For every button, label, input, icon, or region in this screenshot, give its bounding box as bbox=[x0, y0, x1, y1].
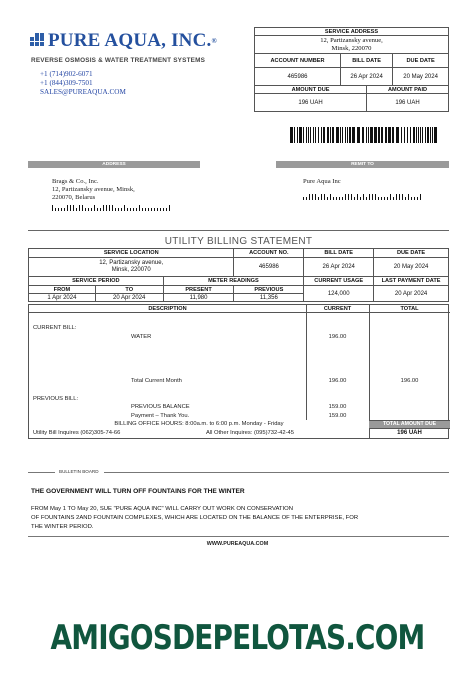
barcode-bar bbox=[327, 197, 328, 200]
barcode-bar bbox=[309, 194, 310, 200]
last-payment-value: 20 Apr 2024 bbox=[374, 286, 449, 302]
barcode-bar bbox=[142, 208, 143, 211]
barcode-bar bbox=[366, 197, 367, 200]
other-inquiries: All Other Inquires: (095)732-42-45 bbox=[206, 430, 294, 436]
barcode-bar bbox=[157, 208, 158, 211]
barcode-bar bbox=[410, 127, 411, 143]
total-label: TOTAL bbox=[400, 306, 419, 312]
barcode-bar bbox=[127, 208, 128, 211]
barcode-bar bbox=[88, 208, 89, 211]
barcode-bar bbox=[112, 205, 113, 211]
bulletin-body: FROM May 1 TO May 20, SUE "PURE AQUA INC" WILL CARRY OUT WORK ON CONSERVATION OF FOUNTAINS 2AND FOUNTAIN COMPLEXES, WHICH ARE LOCATED ON THE BALANCE OF THE ENTERPRISE, FOR THE WINTER PERIOD. bbox=[31, 506, 359, 530]
barcode-bar bbox=[79, 205, 80, 211]
barcode-bar bbox=[106, 205, 107, 211]
barcode-bar bbox=[82, 205, 83, 211]
barcode-bar bbox=[425, 127, 426, 143]
service-period-label: SERVICE PERIOD bbox=[29, 277, 164, 286]
barcode-bar bbox=[61, 208, 62, 211]
barcode-bar bbox=[76, 208, 77, 211]
statement-title: UTILITY BILLING STATEMENT bbox=[164, 236, 313, 247]
amount-due-value: 196 UAH bbox=[255, 94, 367, 112]
previous-value: 11,356 bbox=[234, 294, 304, 302]
barcode-bar bbox=[342, 197, 343, 200]
barcode-bar bbox=[416, 127, 417, 143]
footer-divider bbox=[28, 536, 449, 537]
barcode-bar bbox=[434, 127, 437, 143]
barcode-bar bbox=[393, 197, 394, 200]
barcode-bar bbox=[115, 208, 116, 211]
barcode-bar bbox=[85, 208, 86, 211]
barcode-bar bbox=[345, 127, 346, 143]
account-no-value: 465986 bbox=[234, 258, 304, 277]
previous-bill-label: PREVIOUS BILL: bbox=[33, 396, 79, 402]
previous-balance-label: PREVIOUS BALANCE bbox=[131, 404, 190, 410]
barcode-bar bbox=[363, 194, 364, 200]
phone-2[interactable]: +1 (844)309-7501 bbox=[40, 79, 93, 87]
statement-header-table bbox=[28, 248, 449, 302]
to-label: TO bbox=[95, 286, 163, 294]
barcode-bar bbox=[64, 208, 65, 211]
barcode-bar bbox=[417, 197, 418, 200]
total-current-month-value: 196.00 bbox=[328, 378, 347, 384]
barcode-bar bbox=[405, 197, 406, 200]
barcode-bar bbox=[136, 208, 137, 211]
barcode-bar bbox=[392, 127, 394, 143]
barcode-bar bbox=[321, 194, 322, 200]
statement-due-date-value: 20 May 2024 bbox=[374, 258, 449, 277]
bill-date-value: 26 Apr 2024 bbox=[341, 68, 393, 86]
service-address-label: SERVICE ADDRESS bbox=[255, 28, 449, 36]
barcode-bar bbox=[418, 127, 419, 143]
statement-bill-date-value: 26 Apr 2024 bbox=[304, 258, 374, 277]
barcode-bar bbox=[347, 127, 348, 143]
water-current: 196.00 bbox=[328, 334, 347, 340]
barcode-bar bbox=[348, 194, 349, 200]
service-summary-table bbox=[254, 27, 449, 112]
barcode-bar bbox=[354, 197, 355, 200]
barcode-bar bbox=[362, 127, 364, 143]
present-value: 11,980 bbox=[163, 294, 234, 302]
to-value: 20 Apr 2024 bbox=[95, 294, 163, 302]
barcode-bar bbox=[345, 194, 346, 200]
due-date-label: DUE DATE bbox=[393, 54, 449, 68]
barcode-bar bbox=[330, 127, 331, 143]
logo-droplet-icon bbox=[30, 33, 44, 49]
charges-table bbox=[28, 304, 449, 439]
barcode-bar bbox=[420, 194, 421, 200]
barcode-bar bbox=[414, 197, 415, 200]
previous-balance-value: 159.00 bbox=[328, 404, 347, 410]
current-bill-label: CURRENT BILL: bbox=[33, 325, 77, 331]
barcode-bar bbox=[312, 194, 313, 200]
barcode-bar bbox=[360, 197, 361, 200]
barcode-bar bbox=[332, 127, 334, 143]
barcode-bar bbox=[160, 208, 161, 211]
barcode-bar bbox=[432, 127, 433, 143]
barcode-bar bbox=[318, 197, 319, 200]
barcode-bar bbox=[357, 127, 360, 143]
barcode-bar bbox=[375, 194, 376, 200]
statement-bill-date-label: BILL DATE bbox=[304, 249, 374, 258]
barcode-bar bbox=[342, 127, 343, 143]
registered-mark: ® bbox=[211, 37, 217, 45]
barcode-bar bbox=[70, 205, 71, 211]
barcode-bar bbox=[402, 194, 403, 200]
barcode-bar bbox=[351, 194, 352, 200]
watermark-text: AMIGOSDEPELOTAS.COM bbox=[50, 618, 425, 658]
bill-date-label: BILL DATE bbox=[341, 54, 393, 68]
due-date-value: 20 May 2024 bbox=[393, 68, 449, 86]
barcode-bar bbox=[401, 127, 402, 143]
total-current-month-label: Total Current Month bbox=[131, 378, 182, 384]
meter-readings-label: METER READINGS bbox=[163, 277, 304, 286]
amount-paid-value: 196 UAH bbox=[367, 94, 449, 112]
barcode-bar bbox=[118, 208, 119, 211]
previous-label: PREVIOUS bbox=[234, 286, 304, 294]
service-location-label: SERVICE LOCATION bbox=[29, 249, 234, 258]
statement-due-date-label: DUE DATE bbox=[374, 249, 449, 258]
bulletin-divider-left bbox=[28, 472, 55, 473]
phone-1[interactable]: +1 (714)902-6071 bbox=[40, 70, 93, 78]
barcode-bar bbox=[91, 208, 92, 211]
barcode-bar bbox=[166, 208, 167, 211]
account-no-label: ACCOUNT NO. bbox=[234, 249, 304, 258]
barcode-bar bbox=[315, 194, 316, 200]
total-amount-due-value: 196 UAH bbox=[397, 430, 422, 436]
barcode-bar bbox=[407, 127, 408, 143]
office-hours: BILLING OFFICE HOURS: 8:00a.m. to 6:00 p.m. Monday - Friday bbox=[114, 421, 284, 427]
barcode-bar bbox=[315, 127, 316, 143]
billing-address: Brags & Co., Inc. 12, Partizansky avenue, Minsk, 220070, Belarus bbox=[52, 178, 135, 202]
barcode-bar bbox=[290, 127, 293, 143]
postal-barcode bbox=[52, 205, 174, 211]
barcode-bar bbox=[399, 194, 400, 200]
barcode-bar bbox=[299, 127, 302, 143]
barcode-bar bbox=[404, 127, 405, 143]
barcode-bar bbox=[336, 197, 337, 200]
barcode-bar bbox=[303, 127, 304, 143]
payment-value: 159.00 bbox=[328, 413, 347, 419]
barcode-bar bbox=[408, 194, 409, 200]
barcode-bar bbox=[430, 127, 431, 143]
barcode-bar bbox=[411, 197, 412, 200]
barcode-bar bbox=[427, 127, 429, 143]
barcode-bar bbox=[381, 127, 383, 143]
barcode-bar bbox=[124, 205, 125, 211]
barcode-bar bbox=[390, 194, 391, 200]
barcode-bar bbox=[387, 197, 388, 200]
barcode-bar bbox=[378, 127, 380, 143]
barcode-bar bbox=[294, 127, 295, 143]
barcode-bar bbox=[94, 205, 95, 211]
barcode-bar bbox=[139, 205, 140, 211]
barcode-bar bbox=[55, 208, 56, 211]
barcode-bar bbox=[133, 208, 134, 211]
barcode-bar bbox=[374, 127, 377, 143]
barcode-bar bbox=[422, 127, 423, 143]
water-label: WATER bbox=[131, 334, 152, 340]
barcode-bar bbox=[396, 127, 399, 143]
barcode-bar bbox=[378, 197, 379, 200]
from-label: FROM bbox=[29, 286, 96, 294]
barcode-bar bbox=[163, 208, 164, 211]
current-label: CURRENT bbox=[323, 306, 352, 312]
barcode-bar bbox=[109, 205, 110, 211]
barcode-bar bbox=[339, 197, 340, 200]
barcode-bar bbox=[97, 208, 98, 211]
address-label: ADDRESS bbox=[28, 161, 200, 168]
total-current-month-total: 196.00 bbox=[400, 378, 419, 384]
remit-to-label: REMIT TO bbox=[276, 161, 449, 168]
barcode-bar bbox=[52, 205, 53, 211]
utility-inquiries: Utility Bill Inquires (062)305-74-66 bbox=[33, 430, 121, 436]
barcode-bar bbox=[368, 127, 369, 143]
account-number-label: ACCOUNT NUMBER bbox=[255, 54, 341, 68]
barcode-bar bbox=[366, 127, 367, 143]
service-location-value: 12, Partizansky avenue, Minsk, 220070 bbox=[29, 258, 234, 277]
total-amount-due-label: TOTAL AMOUNT DUE bbox=[382, 421, 437, 427]
payment-label: Payment – Thank You. bbox=[131, 413, 190, 419]
barcode-bar bbox=[321, 127, 322, 143]
barcode-bar bbox=[100, 208, 101, 211]
last-payment-label: LAST PAYMENT DATE bbox=[374, 277, 449, 286]
barcode-bar bbox=[145, 208, 146, 211]
email-link[interactable]: SALES@PUREAQUA.COM bbox=[40, 88, 126, 96]
barcode-bar bbox=[169, 205, 170, 211]
barcode-bar bbox=[420, 127, 421, 143]
company-logo bbox=[30, 30, 217, 52]
barcode-bar bbox=[58, 208, 59, 211]
barcode-bar bbox=[148, 208, 149, 211]
barcode-bar bbox=[327, 127, 329, 143]
present-label: PRESENT bbox=[163, 286, 234, 294]
current-usage-label: CURRENT USAGE bbox=[304, 277, 374, 286]
barcode-bar bbox=[130, 208, 131, 211]
barcode-bar bbox=[396, 194, 397, 200]
barcode-bar bbox=[313, 127, 314, 143]
amount-paid-label: AMOUNT PAID bbox=[367, 86, 449, 94]
barcode-bar bbox=[121, 208, 122, 211]
barcode-bar bbox=[297, 127, 298, 143]
barcode-bar bbox=[323, 127, 325, 143]
barcode-bar bbox=[370, 127, 373, 143]
service-address-value: 12, Partizansky avenue, Minsk, 220070 bbox=[255, 36, 449, 54]
barcode-bar bbox=[369, 194, 370, 200]
barcode-bar bbox=[388, 127, 391, 143]
amount-due-label: AMOUNT DUE bbox=[255, 86, 367, 94]
current-usage-value: 124,000 bbox=[304, 286, 374, 302]
barcode-bar bbox=[324, 194, 325, 200]
from-value: 1 Apr 2024 bbox=[29, 294, 96, 302]
barcode-bar bbox=[349, 127, 351, 143]
barcode-bar bbox=[151, 208, 152, 211]
remit-postal-barcode bbox=[303, 194, 425, 200]
barcode-bar bbox=[306, 127, 307, 143]
barcode-bar bbox=[154, 208, 155, 211]
barcode-bar bbox=[340, 127, 341, 143]
barcode-bar bbox=[306, 197, 307, 200]
barcode-bar bbox=[372, 194, 373, 200]
barcode-bar bbox=[103, 205, 104, 211]
barcode-bar bbox=[381, 197, 382, 200]
company-tagline: REVERSE OSMOSIS & WATER TREATMENT SYSTEMS bbox=[31, 57, 206, 64]
barcode-bar bbox=[308, 127, 309, 143]
bulletin-heading: THE GOVERNMENT WILL TURN OFF FOUNTAINS FOR THE WINTER bbox=[31, 488, 245, 495]
description-label: DESCRIPTION bbox=[148, 306, 187, 312]
barcode-bar bbox=[73, 205, 74, 211]
barcode-bar bbox=[413, 127, 415, 143]
barcode-bar bbox=[357, 194, 358, 200]
bulletin-divider-right bbox=[104, 472, 449, 473]
barcode-bar bbox=[303, 197, 304, 200]
barcode-bar bbox=[336, 127, 339, 143]
account-number-value: 465986 bbox=[255, 68, 341, 86]
bulletin-board-label: BULLETIN BOARD bbox=[59, 469, 99, 474]
barcode-bar bbox=[384, 197, 385, 200]
barcode-bar bbox=[352, 127, 355, 143]
company-name: PURE AQUA, INC. bbox=[48, 30, 212, 51]
barcode-bar bbox=[330, 194, 331, 200]
barcode-bar bbox=[310, 127, 311, 143]
divider bbox=[28, 230, 449, 231]
barcode-bar bbox=[333, 197, 334, 200]
barcode-bar bbox=[67, 205, 68, 211]
website-link[interactable]: WWW.PUREAQUA.COM bbox=[206, 541, 269, 547]
barcode-bar bbox=[318, 127, 319, 143]
account-barcode bbox=[290, 127, 440, 143]
barcode-bar bbox=[385, 127, 387, 143]
remit-address: Pure Aqua Inc bbox=[303, 178, 341, 185]
